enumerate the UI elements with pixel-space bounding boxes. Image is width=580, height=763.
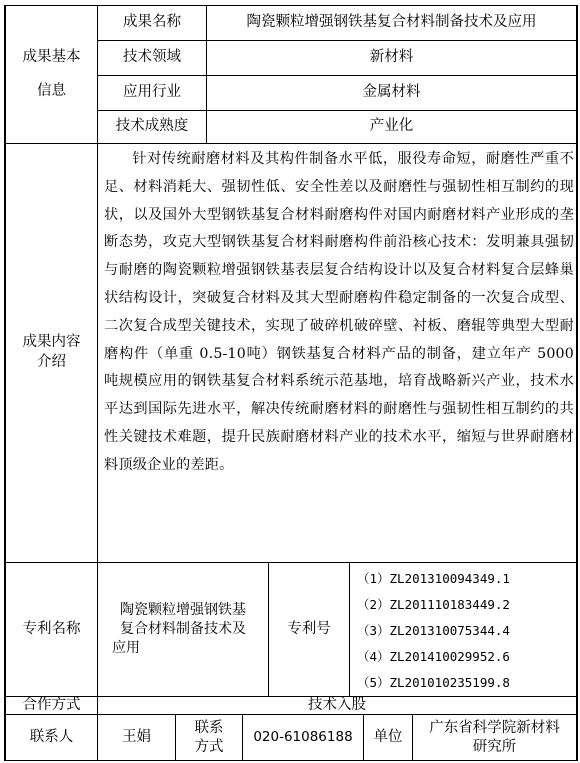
- unit-name-line2: 研究所: [472, 738, 517, 755]
- basic-info-label-line2: 信息: [37, 82, 66, 99]
- patent-number-item: （2）ZL201110183449.2: [357, 597, 510, 612]
- maturity-label: 技术成熟度: [115, 118, 189, 135]
- patent-section-label: 专利名称: [22, 620, 81, 637]
- contact-method-label-line2: 方式: [194, 738, 224, 755]
- intro-label-line1: 成果内容: [22, 334, 81, 351]
- table-border-right: [576, 5, 578, 761]
- patent-number-item: （4）ZL201410029952.6: [357, 649, 510, 664]
- column-divider: [349, 562, 350, 696]
- industry-label: 应用行业: [123, 84, 181, 101]
- basic-info-section-label: [6, 6, 97, 143]
- contact-person-label: 联系人: [29, 728, 74, 745]
- achievement-name-label: 成果名称: [123, 14, 181, 31]
- achievement-name-value: 陶瓷颗粒增强钢铁基复合材料制备技术及应用: [246, 14, 537, 31]
- contact-person-name: 王娟: [122, 728, 151, 745]
- unit-label: 单位: [373, 728, 403, 745]
- contact-phone: 020-61086188: [253, 729, 353, 746]
- patent-number-item: （1）ZL201310094349.1: [357, 571, 510, 586]
- intro-section-label: [6, 144, 97, 562]
- patent-number-item: （3）ZL201310075344.4: [357, 623, 510, 638]
- cooperation-value: 技术入股: [308, 696, 366, 713]
- cooperation-label: 合作方式: [22, 696, 81, 713]
- contact-method-label-line1: 联系: [194, 720, 224, 737]
- basic-info-label-line1: 成果基本: [22, 48, 81, 65]
- table-border-bottom: [5, 760, 577, 761]
- intro-paragraph: 针对传统耐磨材料及其构件制备水平低，服役寿命短，耐磨性严重不足、材料消耗大、强韧性低、安全性差以及耐磨性与强韧性相互制约的现状，以及国外大型钢铁基复合材料耐磨构件对国内耐磨材料产业形成的垄断态势，攻克大型钢铁基复合材料耐磨构件前沿核心技术：发明兼具强韧与耐磨的陶瓷颗粒增强钢铁基表层复合结构设计以及复合材料复合层蜂巢状结构设计，突破复合材料及其大型耐磨构件稳定制备的一次复合成型、二次复合成型关键技术，实现了破碎机破碎壁、衬板、磨辊等典型大型耐磨构件（单重 0.5-10吨）钢铁基复合材料产品的制备，建立年产 5000 吨规模应用的钢铁基复合材料系统示范基地，培育战略新兴产业，技术水平达到国际先进水平，解决传统耐磨材料的耐磨性与强韧性相互制约的共性关键技术难题，提升民族耐磨材料产业的技术水平，缩短与世界耐磨材料顶级企业的差距。: [104, 151, 574, 473]
- tech-field-label: 技术领域: [123, 49, 181, 66]
- patent-name-line3: 应用: [112, 639, 140, 656]
- unit-name: [413, 715, 576, 760]
- tech-field-value: 新材料: [369, 49, 414, 66]
- patent-number-label: 专利号: [287, 620, 331, 637]
- patent-name-line1: 陶瓷颗粒增强钢铁基: [120, 602, 246, 619]
- intro-label-line2: 介绍: [37, 354, 66, 370]
- patent-number-item: （5）ZL201010235199.8: [357, 675, 510, 690]
- intro-text-block: [104, 146, 574, 480]
- contact-method-label: [176, 715, 242, 760]
- patent-name-line2: 复合材料制备技术及: [120, 621, 246, 638]
- industry-value: 金属材料: [362, 84, 421, 101]
- unit-name-line1: 广东省科学院新材料: [429, 720, 560, 737]
- patent-number-list: [357, 566, 572, 696]
- maturity-value: 产业化: [369, 118, 414, 135]
- patent-name: [98, 563, 268, 696]
